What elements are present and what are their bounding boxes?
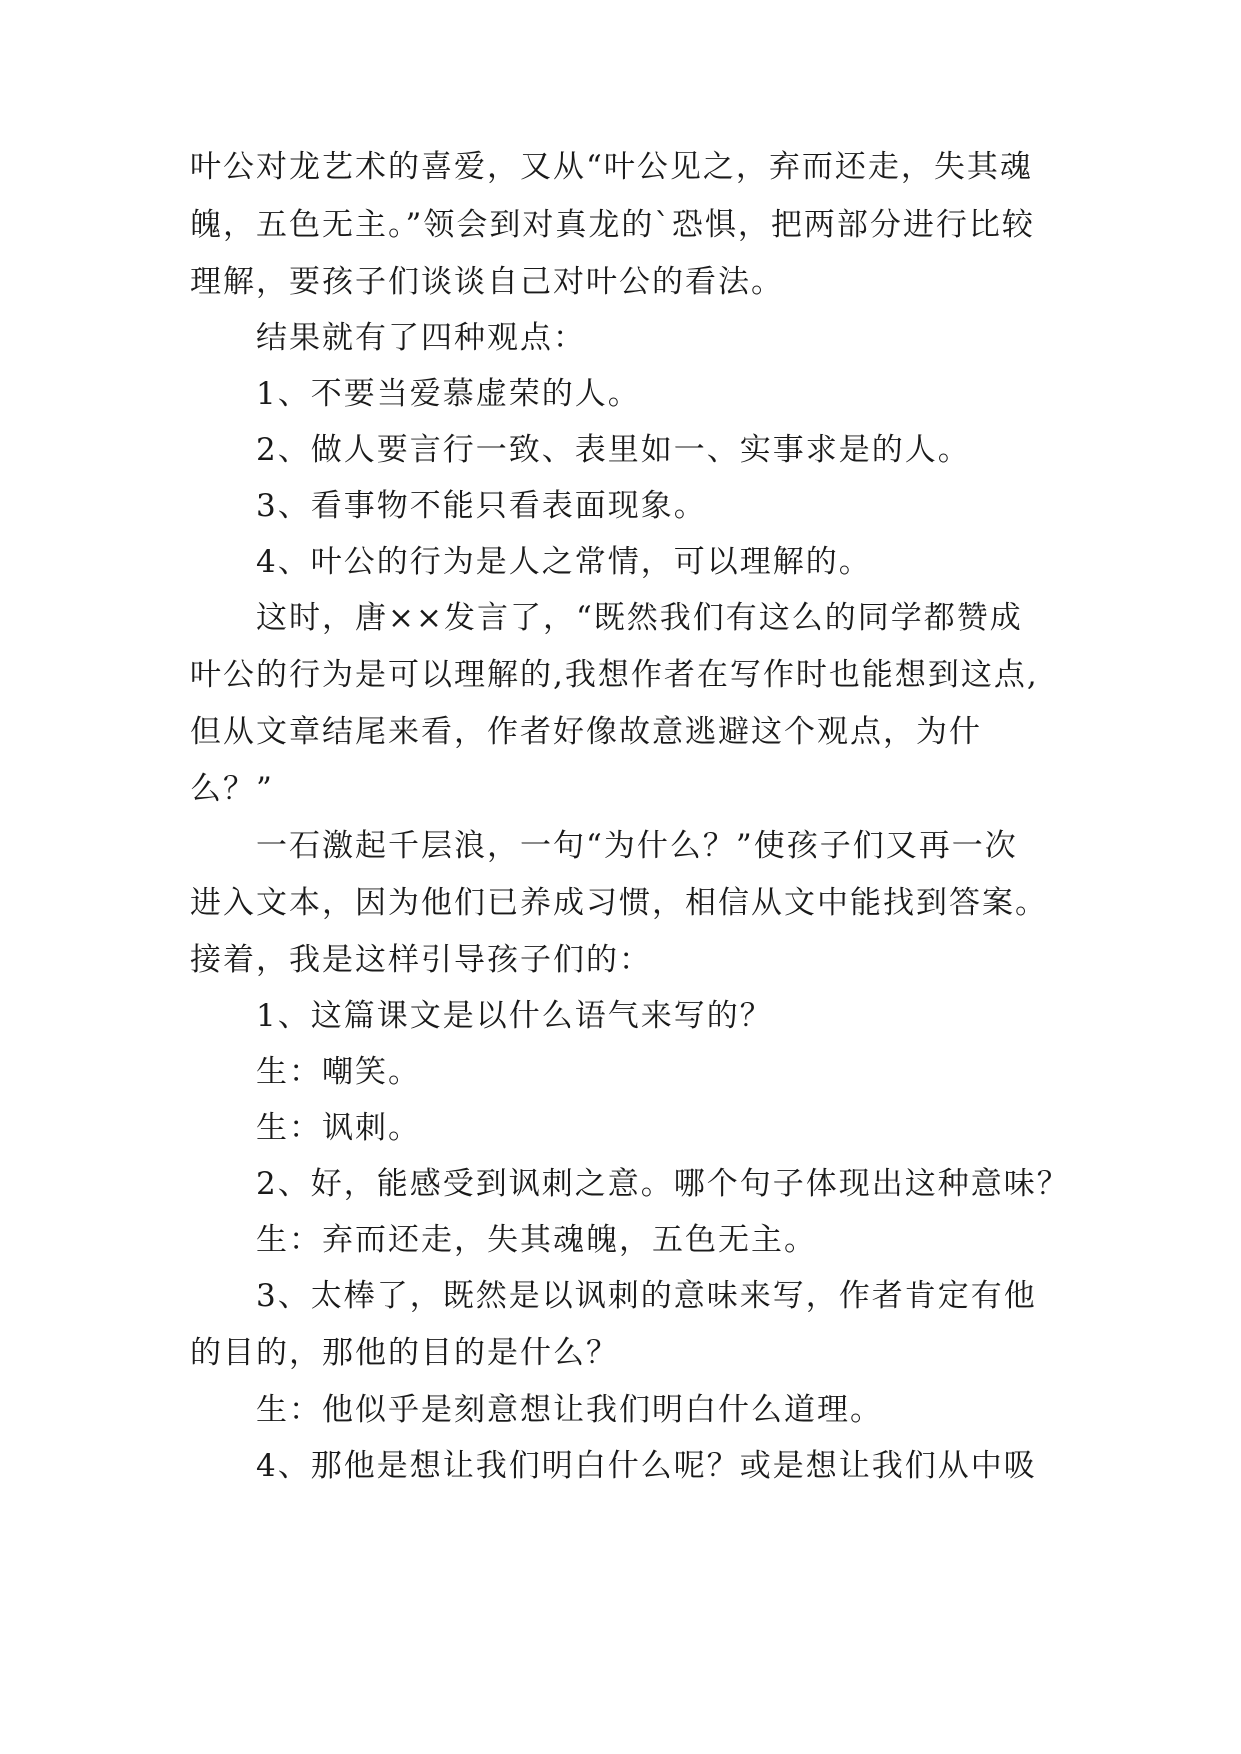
text-line: 这时，唐××发言了，“既然我们有这么的同学都赞成 [256, 600, 1023, 636]
text-line: 进入文本，因为他们已养成习惯，相信从文中能找到答案。 [190, 885, 1048, 921]
text-line: 1、不要当爱慕虚荣的人。 [256, 376, 641, 412]
text-line: 2、做人要言行一致、表里如一、实事求是的人。 [256, 432, 971, 468]
text-line: 魄，五色无主。”领会到对真龙的`恐惧，把两部分进行比较 [190, 207, 1035, 243]
text-line: 一石激起千层浪，一句“为什么？”使孩子们又再一次 [256, 828, 1018, 864]
text-line: 么？” [190, 771, 274, 807]
text-line: 1、这篇课文是以什么语气来写的？ [256, 998, 773, 1034]
text-line: 的目的，那他的目的是什么？ [190, 1335, 619, 1371]
text-line: 结果就有了四种观点： [256, 320, 586, 356]
text-line: 生：弃而还走，失其魂魄，五色无主。 [256, 1222, 817, 1258]
text-line: 3、看事物不能只看表面现象。 [256, 488, 707, 524]
text-line: 生：嘲笑。 [256, 1054, 421, 1090]
text-line: 接着，我是这样引导孩子们的： [190, 942, 652, 978]
text-line: 理解，要孩子们谈谈自己对叶公的看法。 [190, 264, 784, 300]
text-line: 但从文章结尾来看，作者好像故意逃避这个观点，为什 [190, 714, 982, 750]
text-line: 4、那他是想让我们明白什么呢？或是想让我们从中吸 [256, 1448, 1037, 1484]
text-line: 3、太棒了，既然是以讽刺的意味来写，作者肯定有他 [256, 1278, 1037, 1314]
text-line: 4、叶公的行为是人之常情，可以理解的。 [256, 544, 872, 580]
text-line: 叶公对龙艺术的喜爱，又从“叶公见之，弃而还走，失其魂 [190, 149, 1033, 185]
text-line: 生：讽刺。 [256, 1110, 421, 1146]
text-line: 2、好，能感受到讽刺之意。哪个句子体现出这种意味？ [256, 1166, 1070, 1202]
text-line: 生：他似乎是刻意想让我们明白什么道理。 [256, 1392, 883, 1428]
text-line: 叶公的行为是可以理解的,我想作者在写作时也能想到这点, [190, 657, 1039, 693]
